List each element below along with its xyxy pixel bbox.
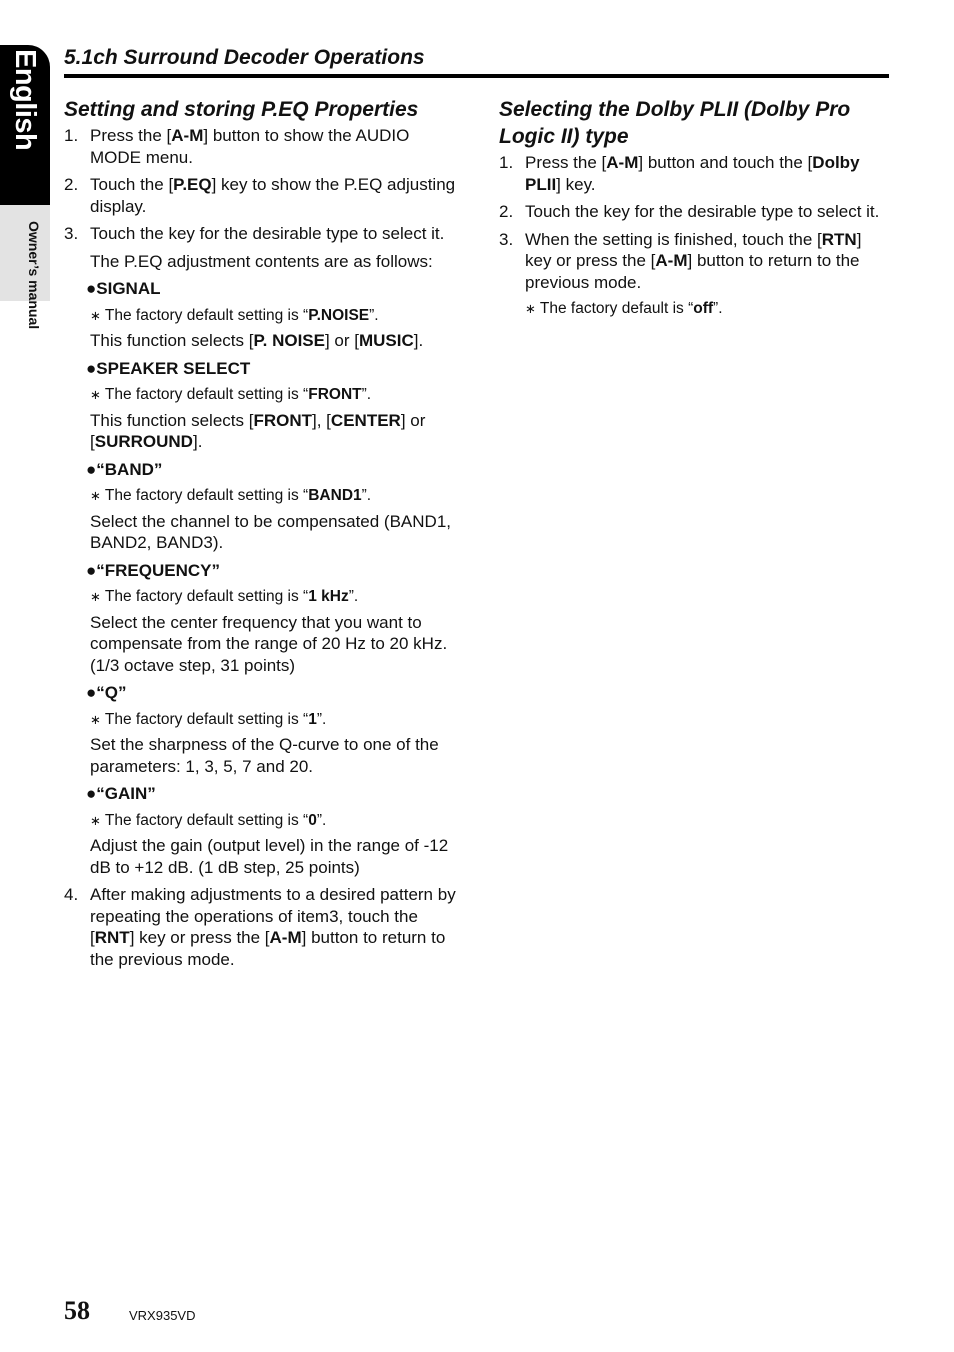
step-text: ] button to return to the previous mode. — [525, 251, 860, 292]
step-text: ] button to return to the previous mode. — [90, 928, 446, 969]
key-name: Dolby PLII — [525, 153, 860, 194]
default-note: ∗ The factory default setting is “1”. — [90, 710, 327, 728]
language-side-tab — [0, 45, 50, 330]
left-column — [64, 96, 459, 976]
default-note: ∗ The factory default setting is “P.NOISE”. — [90, 306, 379, 324]
step-text: When the setting is finished, touch the [ — [525, 229, 822, 249]
step-item — [64, 884, 459, 970]
step-text: Press the [ — [525, 153, 607, 172]
step-number: 3. — [64, 224, 79, 243]
item-description: This function selects [FRONT], [CENTER] or [SURROUND]. — [90, 410, 426, 451]
step-number: 3. — [499, 229, 514, 249]
owners-manual-label: Owner’s manual — [26, 221, 42, 330]
step-text: Touch the [ — [90, 175, 174, 194]
button-name: A-M — [171, 126, 204, 145]
peq-steps — [64, 125, 459, 970]
model-number: VRX935VD — [129, 1308, 196, 1323]
step-text: ] key or press the [ — [525, 229, 862, 270]
item-description: Select the channel to be compensated (BAND1, BAND2, BAND3). — [90, 511, 451, 552]
step-item — [64, 125, 459, 168]
step-text: After making adjustments to a desired pattern by repeating the operations of item3, touch the [ — [90, 885, 456, 947]
button-name: A-M — [606, 153, 639, 172]
step-number: 1. — [64, 126, 79, 145]
item-description: Select the center frequency that you want to compensate from the range of 20 Hz to 20 kHz. (1/3 octave step, 31 points) — [90, 612, 448, 675]
language-tab-black — [0, 45, 50, 205]
step-text: Press the [ — [90, 126, 172, 145]
step-item — [499, 201, 889, 223]
right-heading: Selecting the Dolby PLII (Dolby Pro Logic II) type — [499, 98, 851, 148]
language-label: English — [9, 49, 41, 151]
key-name: P.EQ — [173, 175, 212, 194]
left-heading: Setting and storing P.EQ Properties — [64, 98, 419, 121]
step-text: ] key or press the [ — [129, 928, 270, 947]
right-column — [499, 96, 889, 326]
item-title-speaker-select: ●SPEAKER SELECT — [86, 358, 251, 378]
section-title: 5.1ch Surround Decoder Operations — [64, 46, 889, 78]
item-title-signal: ●SIGNAL — [86, 279, 161, 298]
step-item — [64, 223, 459, 878]
step-text: ] key to show the P.EQ adjusting display. — [90, 175, 456, 216]
default-note: ∗ The factory default setting is “FRONT”. — [90, 386, 372, 403]
item-title-band: ●“BAND” — [86, 459, 163, 479]
button-name: A-M — [269, 928, 302, 947]
step-intro: The P.EQ adjustment contents are as follows: — [90, 251, 433, 271]
item-description: This function selects [P. NOISE] or [MUSIC]. — [90, 331, 424, 350]
step-number: 4. — [64, 885, 79, 904]
step-number: 2. — [499, 202, 514, 221]
step-text: ] button and touch the [ — [638, 153, 813, 172]
item-title-gain: ●“GAIN” — [86, 784, 156, 803]
default-note: ∗ The factory default setting is “0”. — [90, 811, 327, 829]
key-name: RTN — [821, 229, 857, 249]
key-name: RNT — [94, 928, 130, 947]
item-title-q: ●“Q” — [86, 683, 127, 702]
item-description: Adjust the gain (output level) in the range of -12 dB to +12 dB. (1 dB step, 25 points) — [90, 836, 449, 877]
default-note: ∗ The factory default setting is “BAND1”. — [90, 487, 372, 504]
default-note: ∗ The factory default is “off”. — [525, 300, 723, 317]
item-description: Set the sharpness of the Q-curve to one of the parameters: 1, 3, 5, 7 and 20. — [90, 735, 439, 776]
step-text: ] key. — [556, 174, 596, 194]
dolby-steps — [499, 152, 889, 320]
step-text: Touch the key for the desirable type to select it. — [525, 202, 880, 221]
page-number: 58 — [64, 1296, 90, 1325]
button-name: A-M — [655, 251, 688, 270]
item-title-frequency: ●“FREQUENCY” — [86, 560, 220, 580]
step-item — [499, 152, 889, 195]
step-text: ] button to show the AUDIO MODE menu. — [90, 126, 410, 167]
default-note: ∗ The factory default setting is “1 kHz”. — [90, 588, 359, 605]
step-number: 2. — [64, 175, 79, 194]
step-item — [64, 174, 459, 217]
step-item — [499, 229, 889, 320]
step-text: Touch the key for the desirable type to select it. — [90, 224, 445, 243]
step-number: 1. — [499, 153, 514, 172]
